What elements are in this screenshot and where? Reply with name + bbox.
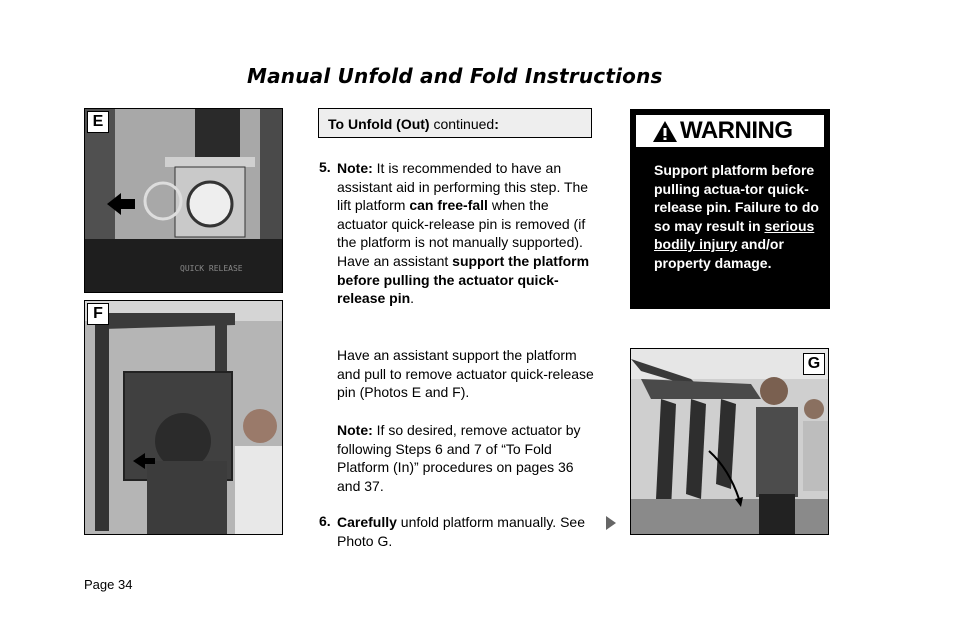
step-5-text-c: when the actuator quick-release pin is removed (if the platform is not manually supported). Have an assistant: [337, 197, 586, 269]
step-5-text-d: support the platform before pulling the actuator quick-release pin: [337, 252, 590, 307]
photo-f-image: [85, 301, 282, 534]
page-number: Page 34: [84, 577, 133, 592]
warning-text-3: and/or property damage.: [654, 236, 784, 271]
photo-e: [84, 108, 283, 293]
warning-header: [635, 114, 825, 148]
step-5-note2-label: Note:: [337, 422, 373, 438]
step-5-paragraph-1: [337, 159, 597, 308]
step-6-text: unfold platform manually. See Photo G.: [337, 514, 585, 549]
section-heading-rest: continued: [429, 116, 495, 132]
warning-triangle-icon: [652, 119, 678, 143]
warning-text: [654, 161, 824, 273]
step-6-number: 6.: [319, 513, 331, 529]
step-5-text-e: .: [410, 290, 415, 307]
step-5-note2-text: If so desired, remove actuator by following Steps 6 and 7 of “To Fold Platform (In)” procedures on pages 36 and 37.: [337, 422, 581, 494]
photo-g-image: [631, 349, 828, 534]
warning-heading: WARNING: [680, 117, 793, 144]
photo-g-label: G: [803, 353, 825, 375]
continue-arrow-icon: [606, 516, 616, 530]
svg-text:QUICK RELEASE: QUICK RELEASE: [180, 264, 243, 273]
step-6-paragraph: [337, 513, 592, 550]
photo-f-label: F: [87, 303, 109, 325]
section-heading-colon: :: [494, 116, 499, 132]
step-6-bold: Carefully: [337, 514, 397, 530]
warning-box: [630, 109, 830, 309]
step-5-paragraph-3: [337, 421, 599, 495]
page-title: Manual Unfold and Fold Instructions: [247, 64, 663, 88]
photo-g: [630, 348, 829, 535]
warning-text-1: Support platform before pulling actua-tor quick-release pin. Failure to do so may result in: [654, 162, 819, 234]
photo-f: [84, 300, 283, 535]
photo-e-image: [85, 109, 282, 292]
section-heading-bold: To Unfold (Out): [328, 116, 430, 132]
step-5-number: 5.: [319, 159, 331, 175]
step-5-paragraph-2: Have an assistant support the platform and pull to remove actuator quick-release pin (Photos E and F).: [337, 347, 594, 401]
step-5-text-a: It is recommended to have an assistant aid in performing this step. The lift platform: [337, 160, 589, 214]
section-heading-box: [318, 108, 592, 138]
step-5-note-label: Note:: [337, 160, 373, 176]
step-5-text-b: can free-fall: [409, 197, 488, 214]
photo-e-label: E: [87, 111, 109, 133]
warning-text-2: serious bodily injury: [654, 217, 815, 253]
